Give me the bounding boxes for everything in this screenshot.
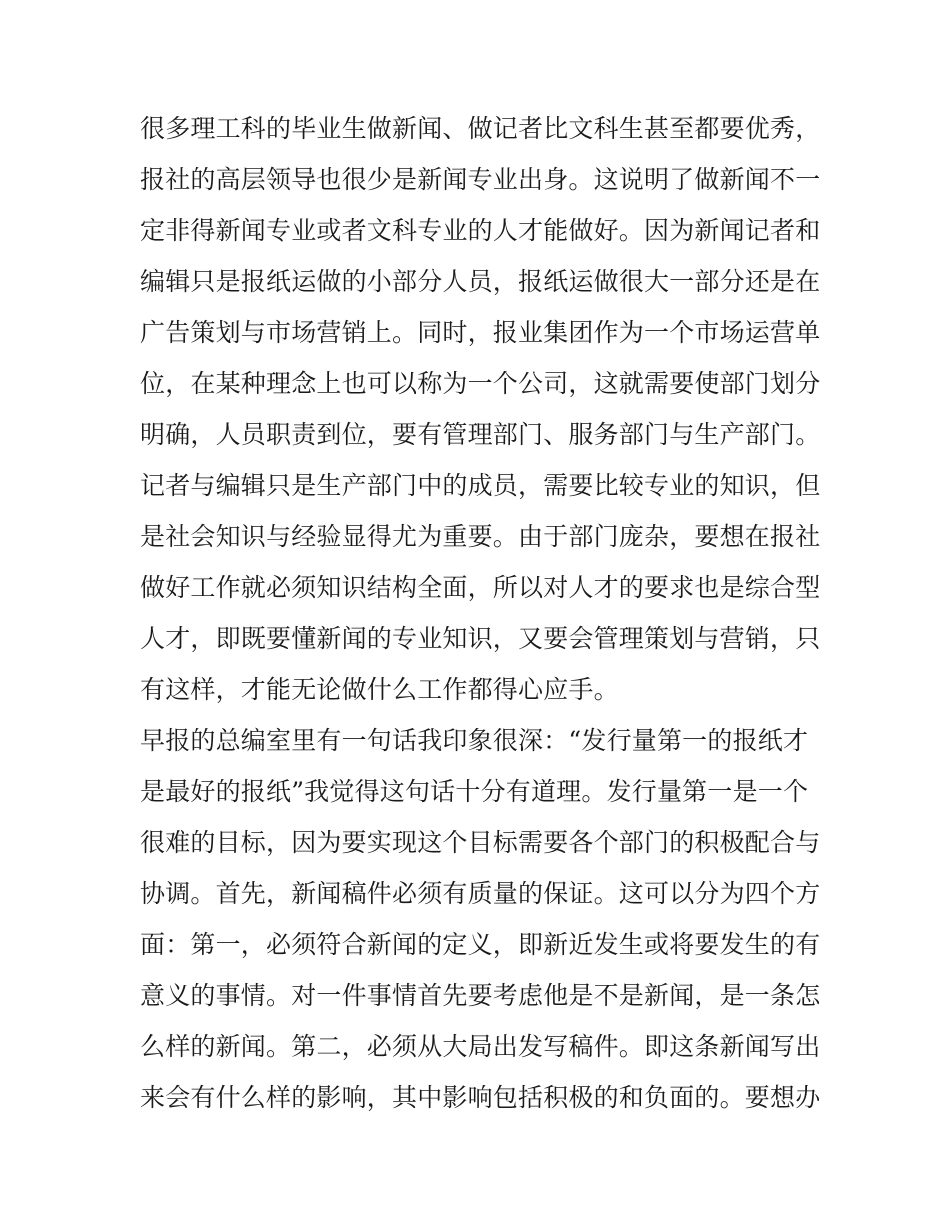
text-line: 广告策划与市场营销上。同时，报业集团作为一个市场运营单 [140,318,821,347]
text-line: 早报的总编室里有一句话我印象很深：“发行量第一的报纸才 [140,726,809,755]
text-line: 很难的目标，因为要实现这个目标需要各个部门的积极配合与 [140,828,821,857]
text-line: 是最好的报纸”我觉得这句话十分有道理。发行量第一是一个 [140,777,809,806]
text-line: 人才，即既要懂新闻的专业知识，又要会管理策划与营销，只 [140,624,821,653]
text-line: 编辑只是报纸运做的小部分人员，报纸运做很大一部分还是在 [140,267,821,296]
text-line: 协调。首先，新闻稿件必须有质量的保证。这可以分为四个方 [140,879,821,908]
text-line: 位，在某种理念上也可以称为一个公司，这就需要使部门划分 [140,369,821,398]
text-line: 来会有什么样的影响，其中影响包括积极的和负面的。要想办 [140,1083,821,1112]
text-line: 记者与编辑只是生产部门中的成员，需要比较专业的知识，但 [140,471,821,500]
text-line: 是社会知识与经验显得尤为重要。由于部门庞杂，要想在报社 [140,522,821,551]
text-line: 很多理工科的毕业生做新闻、做记者比文科生甚至都要优秀， [140,114,821,143]
text-line: 意义的事情。对一件事情首先要考虑他是不是新闻，是一条怎 [140,981,821,1010]
text-line: 定非得新闻专业或者文科专业的人才能做好。因为新闻记者和 [140,216,821,245]
text-line: 面：第一，必须符合新闻的定义，即新近发生或将要发生的有 [140,930,821,959]
body-text [140,103,820,1123]
text-line: 做好工作就必须知识结构全面，所以对人才的要求也是综合型 [140,573,821,602]
text-line: 么样的新闻。第二，必须从大局出发写稿件。即这条新闻写出 [140,1032,821,1061]
text-line: 明确，人员职责到位，要有管理部门、服务部门与生产部门。 [140,420,821,449]
text-line: 有这样，才能无论做什么工作都得心应手。 [140,675,619,704]
text-line: 报社的高层领导也很少是新闻专业出身。这说明了做新闻不一 [140,165,821,194]
